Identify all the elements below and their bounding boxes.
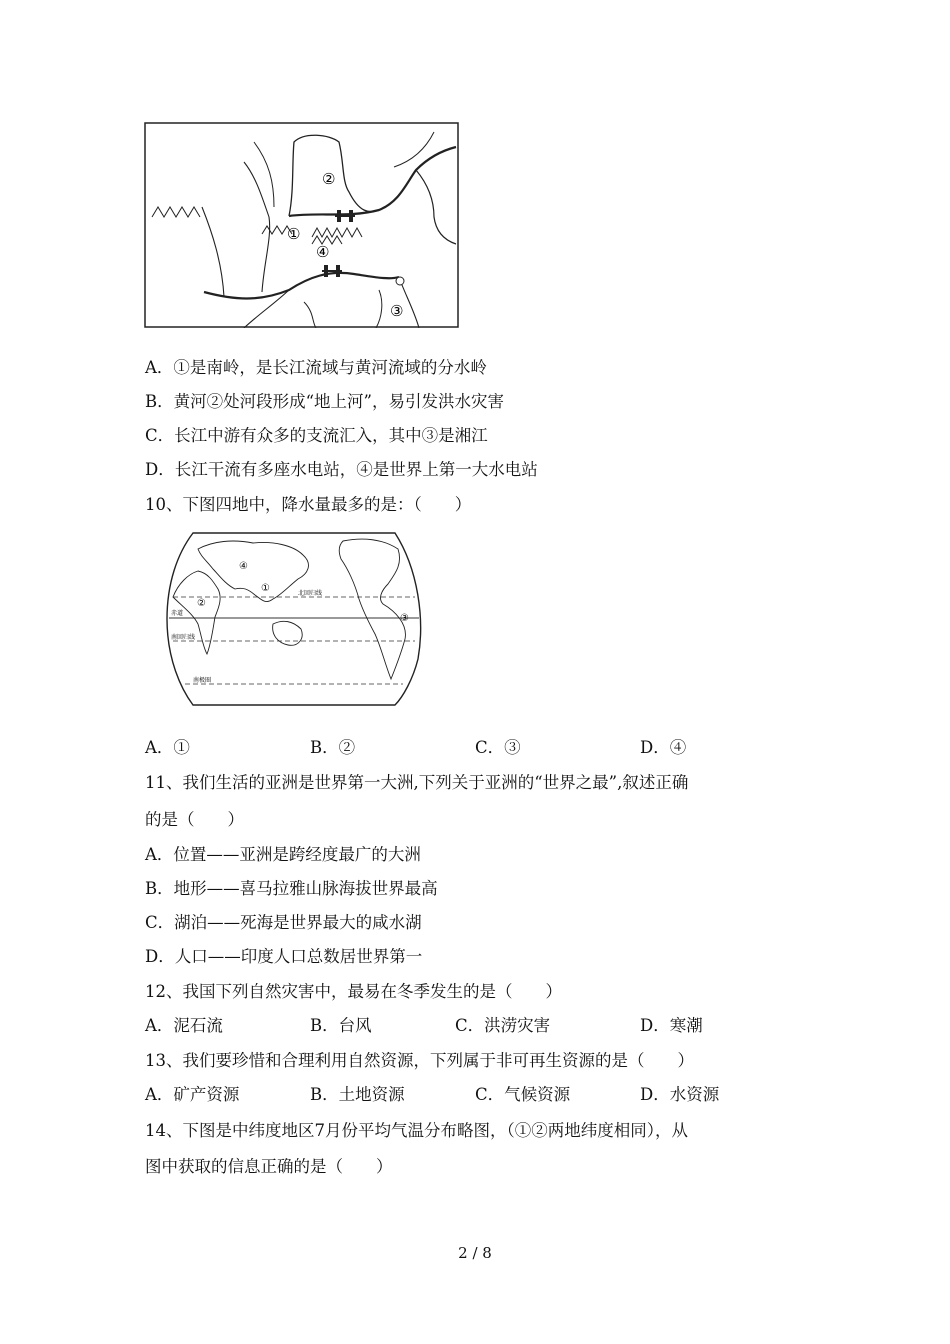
q11-stem-line1: 11、我们生活的亚洲是世界第一大洲,下列关于亚洲的“世界之最”,叙述正确: [145, 773, 689, 792]
q10-option-c: C．③: [475, 738, 521, 757]
map1-label-2: ②: [322, 170, 336, 188]
map2-label-1: ①: [261, 583, 270, 594]
equator-label: 赤道: [171, 610, 184, 617]
q13-option-d: D．水资源: [640, 1085, 720, 1104]
map1-label-4: ④: [316, 243, 330, 261]
q11-stem-line2: 的是（ ）: [145, 810, 244, 829]
q9-option-c: C．长江中游有众多的支流汇入，其中③是湘江: [145, 426, 488, 445]
map2-label-3: ③: [400, 613, 409, 624]
china-rivers-map: [144, 122, 459, 328]
q14-stem-line2: 图中获取的信息正确的是（ ）: [145, 1157, 393, 1176]
q11-option-c: C．湖泊——死海是世界最大的咸水湖: [145, 913, 422, 932]
q10-stem: 10、下图四地中，降水量最多的是：（ ）: [145, 495, 472, 514]
q10-option-d: D．④: [640, 738, 687, 757]
q13-option-b: B．土地资源: [310, 1085, 405, 1104]
q13-stem: 13、我们要珍惜和合理利用自然资源，下列属于非可再生资源的是（ ）: [145, 1051, 694, 1070]
q9-option-a: A．①是南岭，是长江流域与黄河流域的分水岭: [145, 358, 487, 377]
antarctic-circle-label: 南极圈: [193, 677, 212, 684]
q14-stem-line1: 14、下图是中纬度地区7月份平均气温分布略图，（①②两地纬度相同），从: [145, 1121, 688, 1140]
tropic-cancer-label: 北回归线: [298, 590, 323, 597]
q12-option-a: A．泥石流: [145, 1016, 223, 1035]
world-map: [163, 529, 425, 709]
tropic-capricorn-label: 南回归线: [171, 634, 196, 641]
q9-option-d: D．长江干流有多座水电站，④是世界上第一大水电站: [145, 460, 538, 479]
q10-option-b: B．②: [310, 738, 356, 757]
q11-option-a: A．位置——亚洲是跨经度最广的大洲: [145, 845, 421, 864]
q10-option-a: A．①: [145, 738, 190, 757]
map1-label-3: ③: [390, 302, 404, 320]
q13-option-a: A．矿产资源: [145, 1085, 240, 1104]
page-number: 2 / 8: [458, 1244, 492, 1262]
map2-label-2: ②: [197, 598, 206, 609]
map1-label-1: ①: [287, 225, 301, 243]
q12-option-c: C．洪涝灾害: [455, 1016, 551, 1035]
q12-stem: 12、我国下列自然灾害中，最易在冬季发生的是（ ）: [145, 982, 562, 1001]
q11-option-d: D．人口——印度人口总数居世界第一: [145, 947, 423, 966]
q9-option-b: B．黄河②处河段形成“地上河”，易引发洪水灾害: [145, 392, 504, 411]
map2-label-4: ④: [239, 561, 248, 572]
q12-option-d: D．寒潮: [640, 1016, 703, 1035]
q12-option-b: B．台风: [310, 1016, 372, 1035]
q11-option-b: B．地形——喜马拉雅山脉海拔世界最高: [145, 879, 438, 898]
q13-option-c: C．气候资源: [475, 1085, 571, 1104]
